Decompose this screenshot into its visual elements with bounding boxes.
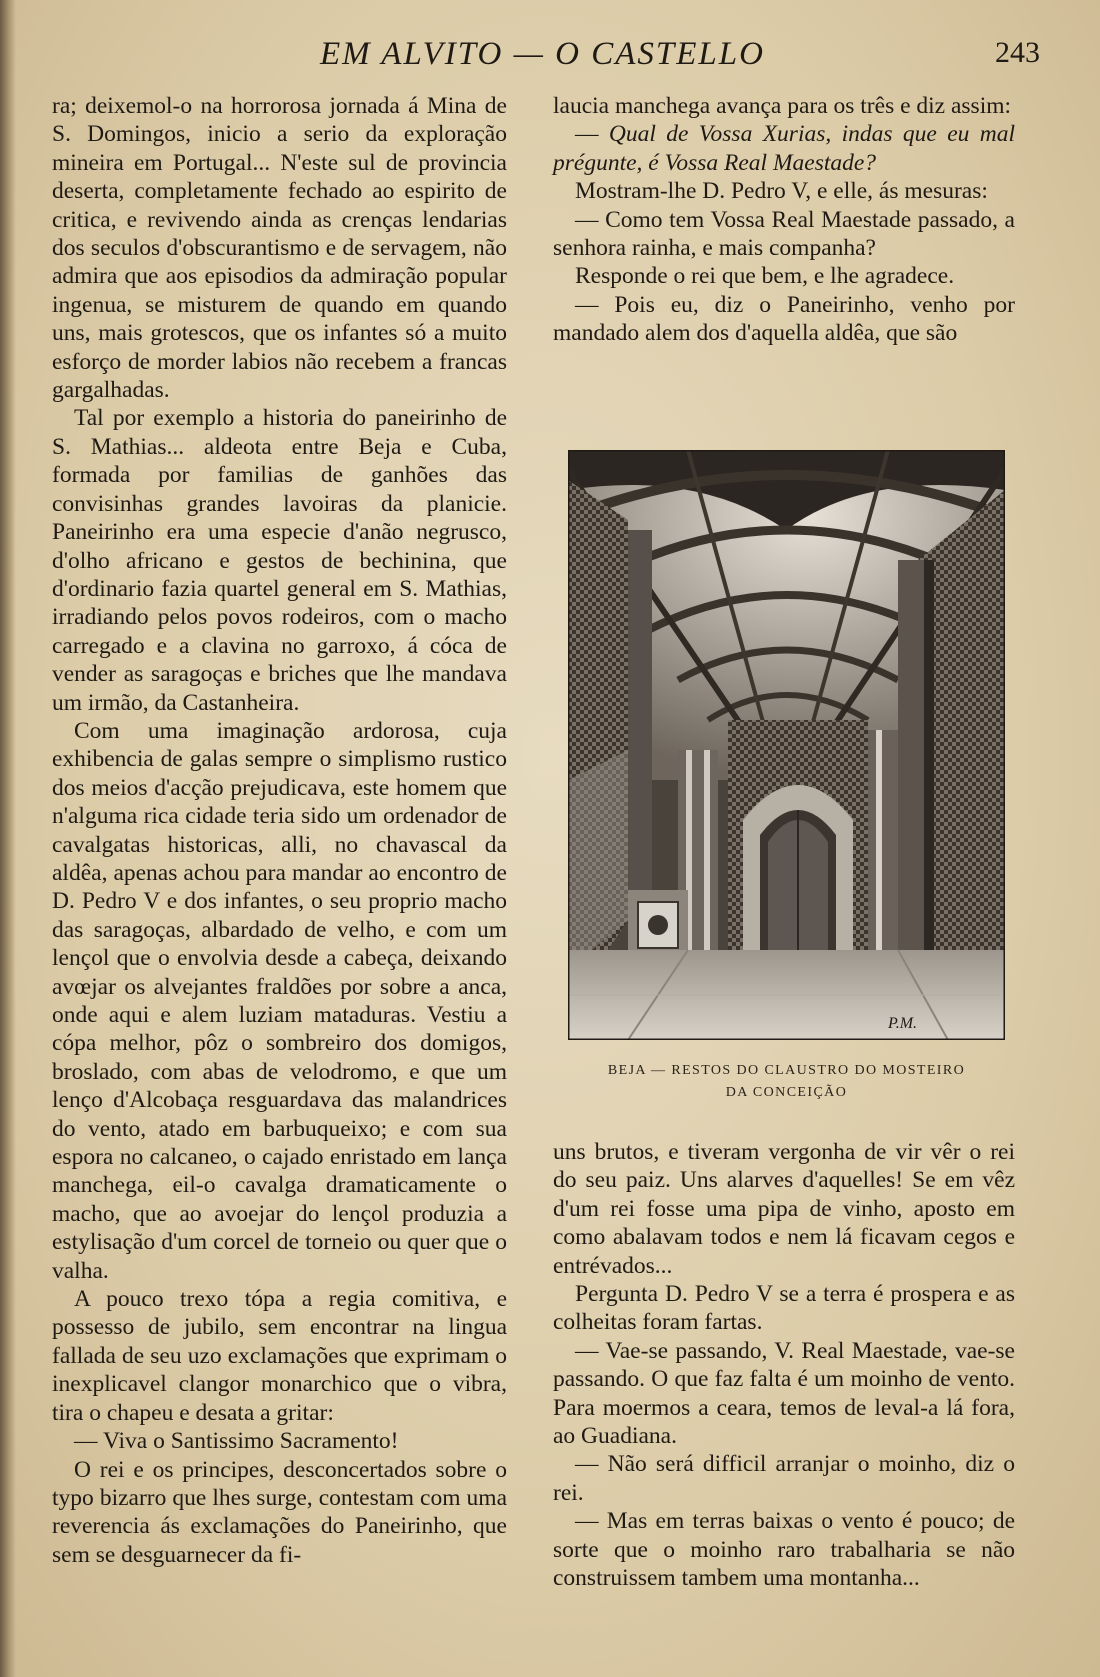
dialogue-line: — Como tem Vossa Real Maestade passado, a senhora rainha, e mais companha? (553, 206, 1015, 262)
paragraph: laucia manchega avança para os três e diz assim: (553, 93, 1012, 119)
dialogue-line: — Qual de Vossa Xurias, indas que eu mal prégunte, é Vossa Real Maestade? (553, 121, 1016, 176)
paragraph: Pergunta D. Pedro V se a terra é prospera e as colheitas foram fartas. (553, 1281, 1015, 1336)
photo-signature: P.M. (888, 1015, 918, 1032)
page-header (0, 28, 1100, 78)
dialogue-line: — Viva o Santissimo Sacramento! (74, 1428, 399, 1455)
right-column-bottom (553, 1138, 1015, 1593)
paragraph: O rei e os principes, desconcertados sobre o typo bizarro que lhes surge, contestam com uma reverencia ás exclamações do Paneirinho, que sem se desguarnecer da fi- (52, 1456, 507, 1568)
paragraph: ra; deixemol-o na horrorosa jornada á Mina de S. Domingos, inicio a serio da exploração mineira em Portugal... N'este sul de provincia deserta, completamente fechado ao espirito de critica, e revivendo ainda as crenças lendarias dos seculos d'obscurantismo e de servagem, não admira que aos episodios da admiração popular ingenua, se misturem de quando em quando uns, mais grotescos, que os infantes só a muito esforço de morder labios não recebem a francas gargalhadas. (52, 93, 507, 404)
figure-caption (568, 1060, 1005, 1104)
dialogue-line: — Mas em terras baixas o vento é pouco; de sorte que o moinho raro trabalharia se não construissem tambem uma montanha... (553, 1508, 1015, 1592)
page-gutter-shadow (0, 0, 16, 1677)
page-number: 243 (995, 36, 1040, 69)
paragraph: Responde o rei que bem, e lhe agradece. (575, 263, 955, 290)
figure (568, 450, 1005, 1104)
paragraph: Com uma imaginação ardorosa, cuja exhibencia de galas sempre o simplismo rustico dos meios d'acção prejudicava, este homem que n'alguma rica cidade teria sido um ordenador de cavalgatas historicas, alli, no chavascal da aldêa, apenas achou para mandar ao encontro de D. Pedro V e dos infantes, o seu proprio macho das saragoças, albardado de velho, e com um lençol que o envolvia desde a cabeça, deixando avœjar os alvejantes fraldões por sobre a anca, onde aqui e alem luziam mataduras. Vestiu a cópa melhor, pôz o sombreiro dos domigos, broslado, com abas de velodromo, e que um lenço d'Alcobaça resguardava das malandrices do vento, atado em barbuqueixo; e com sua espora no calcaneo, o cajado enristado em lança manchega, eil-o cavalga dramaticamente o macho, que ao avoejar do lençol produzia a estylisação d'um corcel de torneio ou quer que o valha. (52, 717, 507, 1284)
dialogue-line: — Pois eu, diz o Paneirinho, venho por mandado alem dos d'aquella aldêa, que são (553, 291, 1015, 347)
caption-line: DA CONCEIÇÃO (725, 1085, 848, 1100)
paragraph: Tal por exemplo a historia do paneirinho de S. Mathias... aldeota entre Beja e Cuba, formada por familias de ganhões das convisinhas grandes lavoiras da planicie. Paneirinho era uma especie d'anão negrusco, d'olho africano e gestos de bechinina, que d'ordinario fazia quartel general em S. Mathias, irradiando pelos povos rodeiros, com o macho carregado e a clavina no garroxo, á cóca de vender as saragoças e briches que lhe mandava um irmão, da Castanheira. (52, 405, 507, 716)
dialogue-line: — Vae-se passando, V. Real Maestade, vae-se passando. O que faz falta é um moinho de vento. Para moermos a ceara, temos de leval-a lá fora, ao Guadiana. (553, 1337, 1015, 1450)
caption-line: BEJA — RESTOS DO CLAUSTRO DO MOSTEIRO (607, 1063, 966, 1078)
right-column-top (553, 92, 1015, 348)
paragraph: uns brutos, e tiveram vergonha de vir vêr o rei do seu paiz. Uns alarves d'aquelles! Se em vêz d'um rei fosse uma pipa de vinho, aposto em como abalavam todos e nem lá ficavam cegos e entrévados... (553, 1139, 1015, 1279)
running-title: EM ALVITO — O CASTELLO (320, 36, 765, 72)
left-column (52, 92, 507, 1569)
paragraph: A pouco trexo tópa a regia comitiva, e possesso de jubilo, sem encontrar na lingua fallada de seu uzo exclamações que exprimam o inexplicavel clangor monarchico que o vibra, tira o chapeu e desata a gritar: (52, 1286, 507, 1426)
paragraph: Mostram-lhe D. Pedro V, e elle, ás mesuras: (575, 178, 988, 205)
dialogue-line: — Não será difficil arranjar o moinho, diz o rei. (553, 1451, 1015, 1506)
cloister-photograph (568, 450, 1005, 1040)
